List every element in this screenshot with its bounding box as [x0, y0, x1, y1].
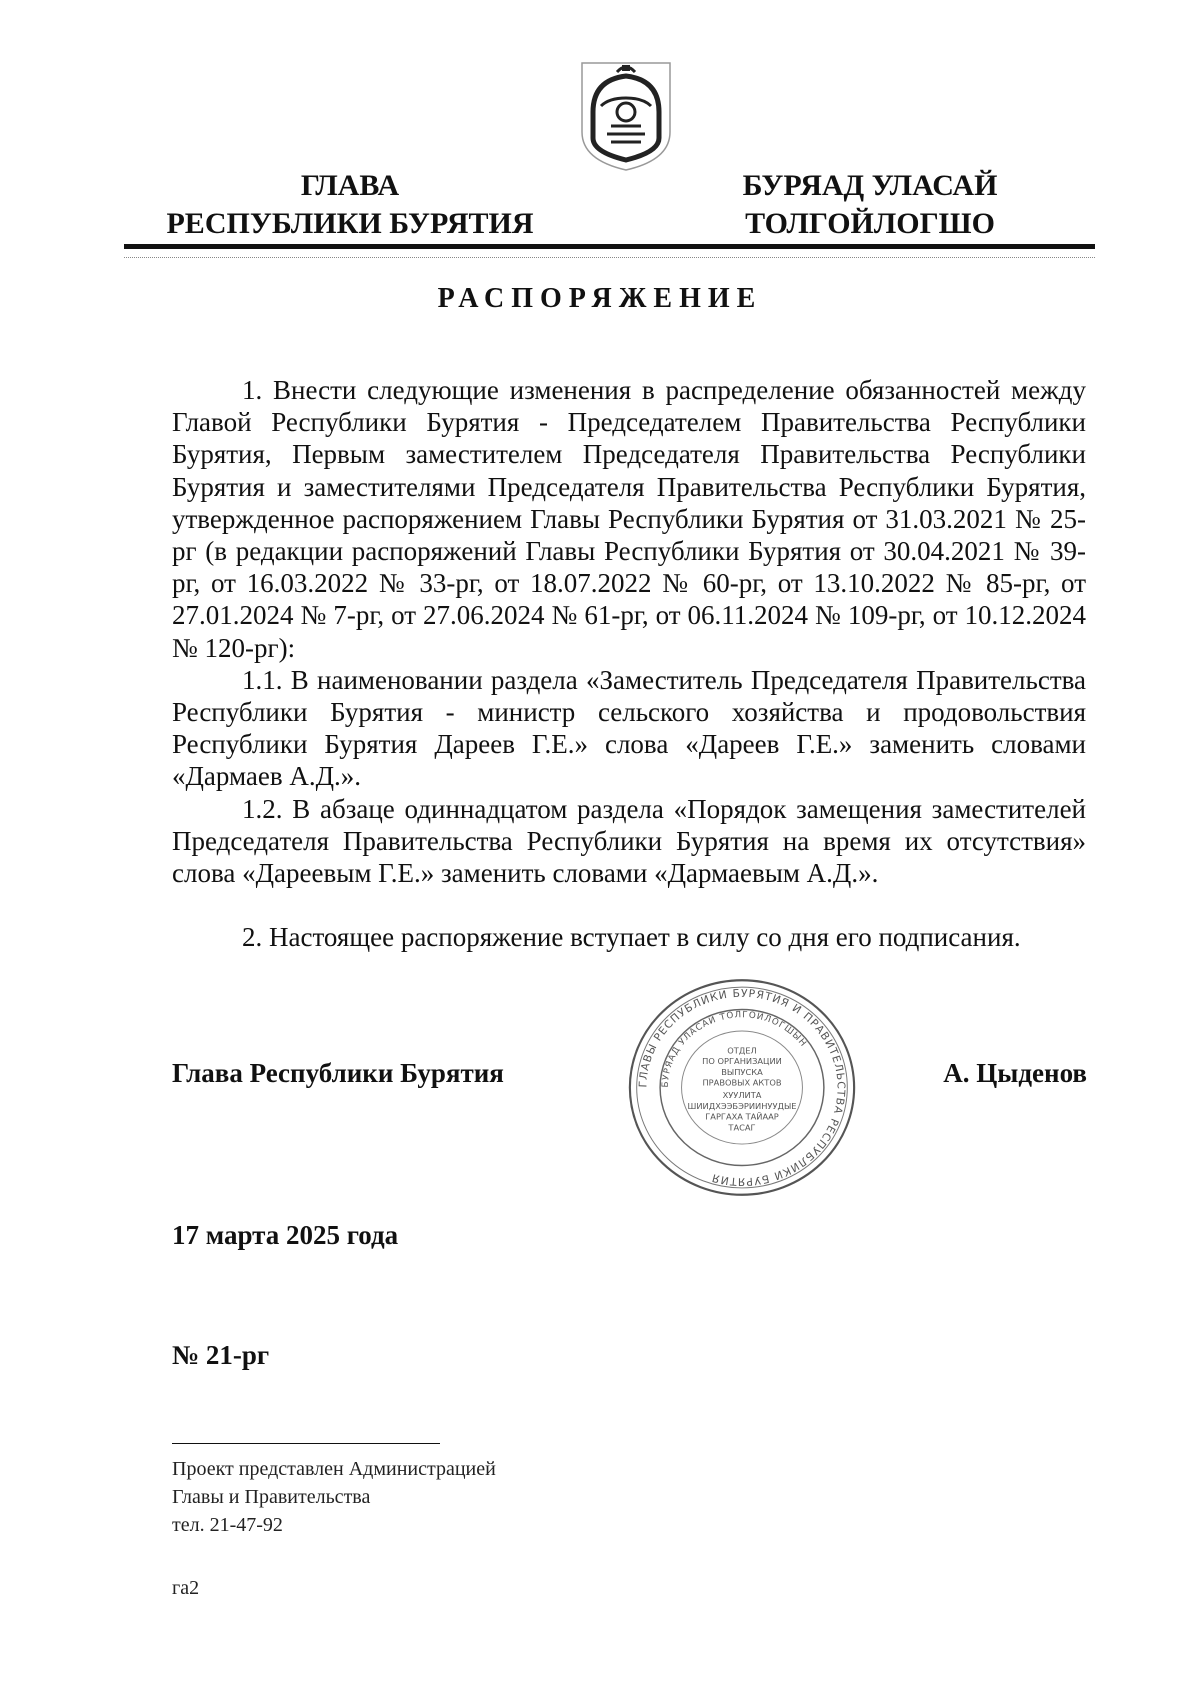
paragraph-2: 2. Настоящее распоряжение вступает в силу со дня его подписания. — [242, 922, 1021, 953]
issuer-line-1-bua: БУРЯАД УЛАСАЙ — [742, 169, 998, 202]
issuer-line-2-bua: ТОЛГОЙЛОГШО — [745, 207, 995, 240]
stamp-inner-text: БУРЯАД УЛАСАЙ ТОЛГОЙЛОГШЫН — [660, 1010, 809, 1088]
stamp-outer-text: ГЛАВЫ РЕСПУБЛИКИ БУРЯТИЯ И ПРАВИТЕЛЬСТВА РЕСПУБЛИКИ БУРЯТИЯ — [636, 986, 848, 1189]
footer-line: Главы и Правительства — [172, 1486, 371, 1508]
document-body — [172, 374, 1086, 953]
paragraph-1-1: 1.1. В наименовании раздела «Заместитель Председателя Правительства Республики Бурятия - министр сельского хозяйства и продовольствия Республики Бурятия Дареев Г.Е.» слова «Дареев Г.Е.» заменить словами «Дармаев А.Д.». — [172, 664, 1086, 792]
footer-line: Проект представлен Администрацией — [172, 1458, 496, 1480]
issuer-header-bua — [700, 167, 1040, 243]
official-stamp — [625, 975, 859, 1200]
issuer-header-ru — [140, 167, 560, 243]
issuer-line-1: ГЛАВА — [300, 169, 400, 202]
header-rule-thin — [124, 257, 1095, 258]
footer-phone: тел. 21-47-92 — [172, 1514, 283, 1536]
stamp-center-line: ПО ОРГАНИЗАЦИИ — [702, 1056, 782, 1067]
footer-note — [172, 1455, 496, 1539]
coat-of-arms-icon — [579, 60, 673, 172]
stamp-center-line: ХУУЛИТА — [722, 1090, 762, 1101]
paragraph-1: 1. Внести следующие изменения в распределение обязанностей между Главой Республики Бурятия - Председателем Правительства Республики Бурятия, Первым заместителем Председателя Правительства Республики Бурятия и заместителями Председателя Правительства Республики Бурятия, утвержденное распоряжением Главы Республики Бурятия от 31.03.2021 № 25-рг (в редакции распоряжений Главы Республики Бурятия от 30.04.2021 № 39-рг, от 16.03.2022 № 33-рг, от 18.07.2022 № 60-рг, от 13.10.2022 № 85-рг, от 27.01.2024 № 7-рг, от 27.06.2024 № 61-рг, от 06.11.2024 № 109-рг, от 10.12.2024 № 120-рг): — [172, 375, 1086, 663]
stamp-center-line: ТАСАГ — [728, 1122, 756, 1133]
stamp-center-line: ПРАВОВЫХ АКТОВ — [702, 1077, 782, 1088]
footer-rule — [172, 1443, 440, 1444]
document-date: 17 марта 2025 года — [172, 1220, 399, 1250]
stamp-center-line: ВЫПУСКА — [721, 1066, 763, 1077]
issuer-line-2: РЕСПУБЛИКИ БУРЯТИЯ — [166, 207, 534, 240]
header-rule — [124, 244, 1095, 249]
document-number: № 21-рг — [172, 1340, 270, 1370]
stamp-center-line: ОТДЕЛ — [727, 1045, 757, 1056]
executor-code: га2 — [172, 1577, 200, 1599]
document-type-title: РАСПОРЯЖЕНИЕ — [437, 283, 763, 314]
stamp-center-line: ГАРГАХА ТАЙААР — [705, 1111, 779, 1122]
signatory-title: Глава Республики Бурятия — [172, 1058, 504, 1088]
paragraph-1-2: 1.2. В абзаце одиннадцатом раздела «Порядок замещения заместителей Председателя Правительства Республики Бурятия на время их отсутствия» слова «Дареевым Г.Е.» заменить словами «Дармаевым А.Д.». — [172, 793, 1086, 889]
stamp-center-line: ШИИДХЭЭБЭРИИНУУДЫЕ — [687, 1100, 797, 1111]
signatory-name: А. Цыденов — [943, 1058, 1087, 1088]
